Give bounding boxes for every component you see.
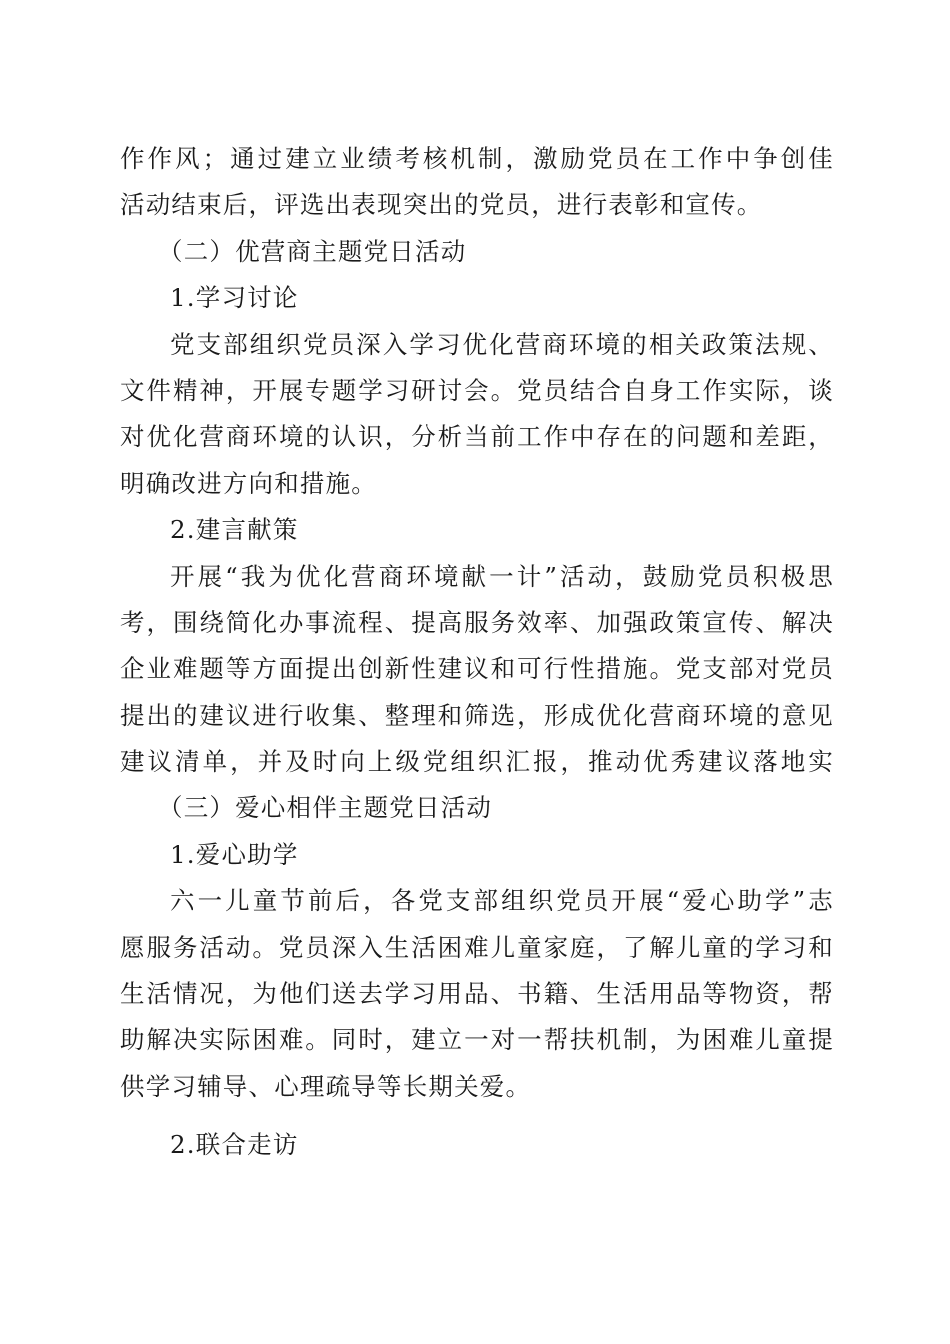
paragraph-line: 活动结束后，评选出表现突出的党员，进行表彰和宣传。	[120, 190, 763, 220]
subsection-heading: 2.建言献策	[170, 515, 299, 545]
paragraph-line: 对优化营商环境的认识，分析当前工作中存在的问题和差距，	[120, 422, 834, 452]
paragraph-line: 企业难题等方面提出创新性建议和可行性措施。党支部对党员	[120, 654, 834, 684]
paragraph-line: 提出的建议进行收集、整理和筛选，形成优化营商环境的意见	[120, 700, 834, 730]
paragraph-line: 开展“我为优化营商环境献一计”活动，鼓励党员积极思	[170, 561, 834, 591]
section-heading: （三）爱心相伴主题党日活动	[158, 793, 493, 823]
paragraph-line: 愿服务活动。党员深入生活困难儿童家庭，了解儿童的学习和	[120, 932, 834, 962]
paragraph-line: 生活情况，为他们送去学习用品、书籍、生活用品等物资，帮	[120, 979, 834, 1009]
document-body	[120, 136, 834, 1169]
paragraph-line: 明确改进方向和措施。	[120, 468, 377, 498]
subsection-heading: 1.爱心助学	[170, 839, 299, 869]
paragraph-line: 文件精神，开展专题学习研讨会。党员结合自身工作实际，谈	[120, 375, 834, 405]
subsection-heading: 1.学习讨论	[170, 283, 299, 313]
paragraph-line: 六一儿童节前后，各党支部组织党员开展“爱心助学”志	[170, 886, 834, 916]
paragraph-line: 党支部组织党员深入学习优化营商环境的相关政策法规、	[170, 329, 834, 359]
paragraph-line: 助解决实际困难。同时，建立一对一帮扶机制，为困难儿童提	[120, 1025, 834, 1055]
section-heading: （二）优营商主题党日活动	[158, 236, 467, 266]
subsection-heading: 2.联合走访	[170, 1130, 299, 1160]
paragraph-line: 考，围绕简化办事流程、提高服务效率、加强政策宣传、解决	[120, 607, 834, 637]
paragraph-line: 作作风；通过建立业绩考核机制，激励党员在工作中争创佳	[120, 144, 834, 173]
paragraph-line: 供学习辅导、心理疏导等长期关爱。	[120, 1071, 532, 1101]
paragraph-line: 建议清单，并及时向上级党组织汇报，推动优秀建议落地实	[120, 747, 834, 777]
